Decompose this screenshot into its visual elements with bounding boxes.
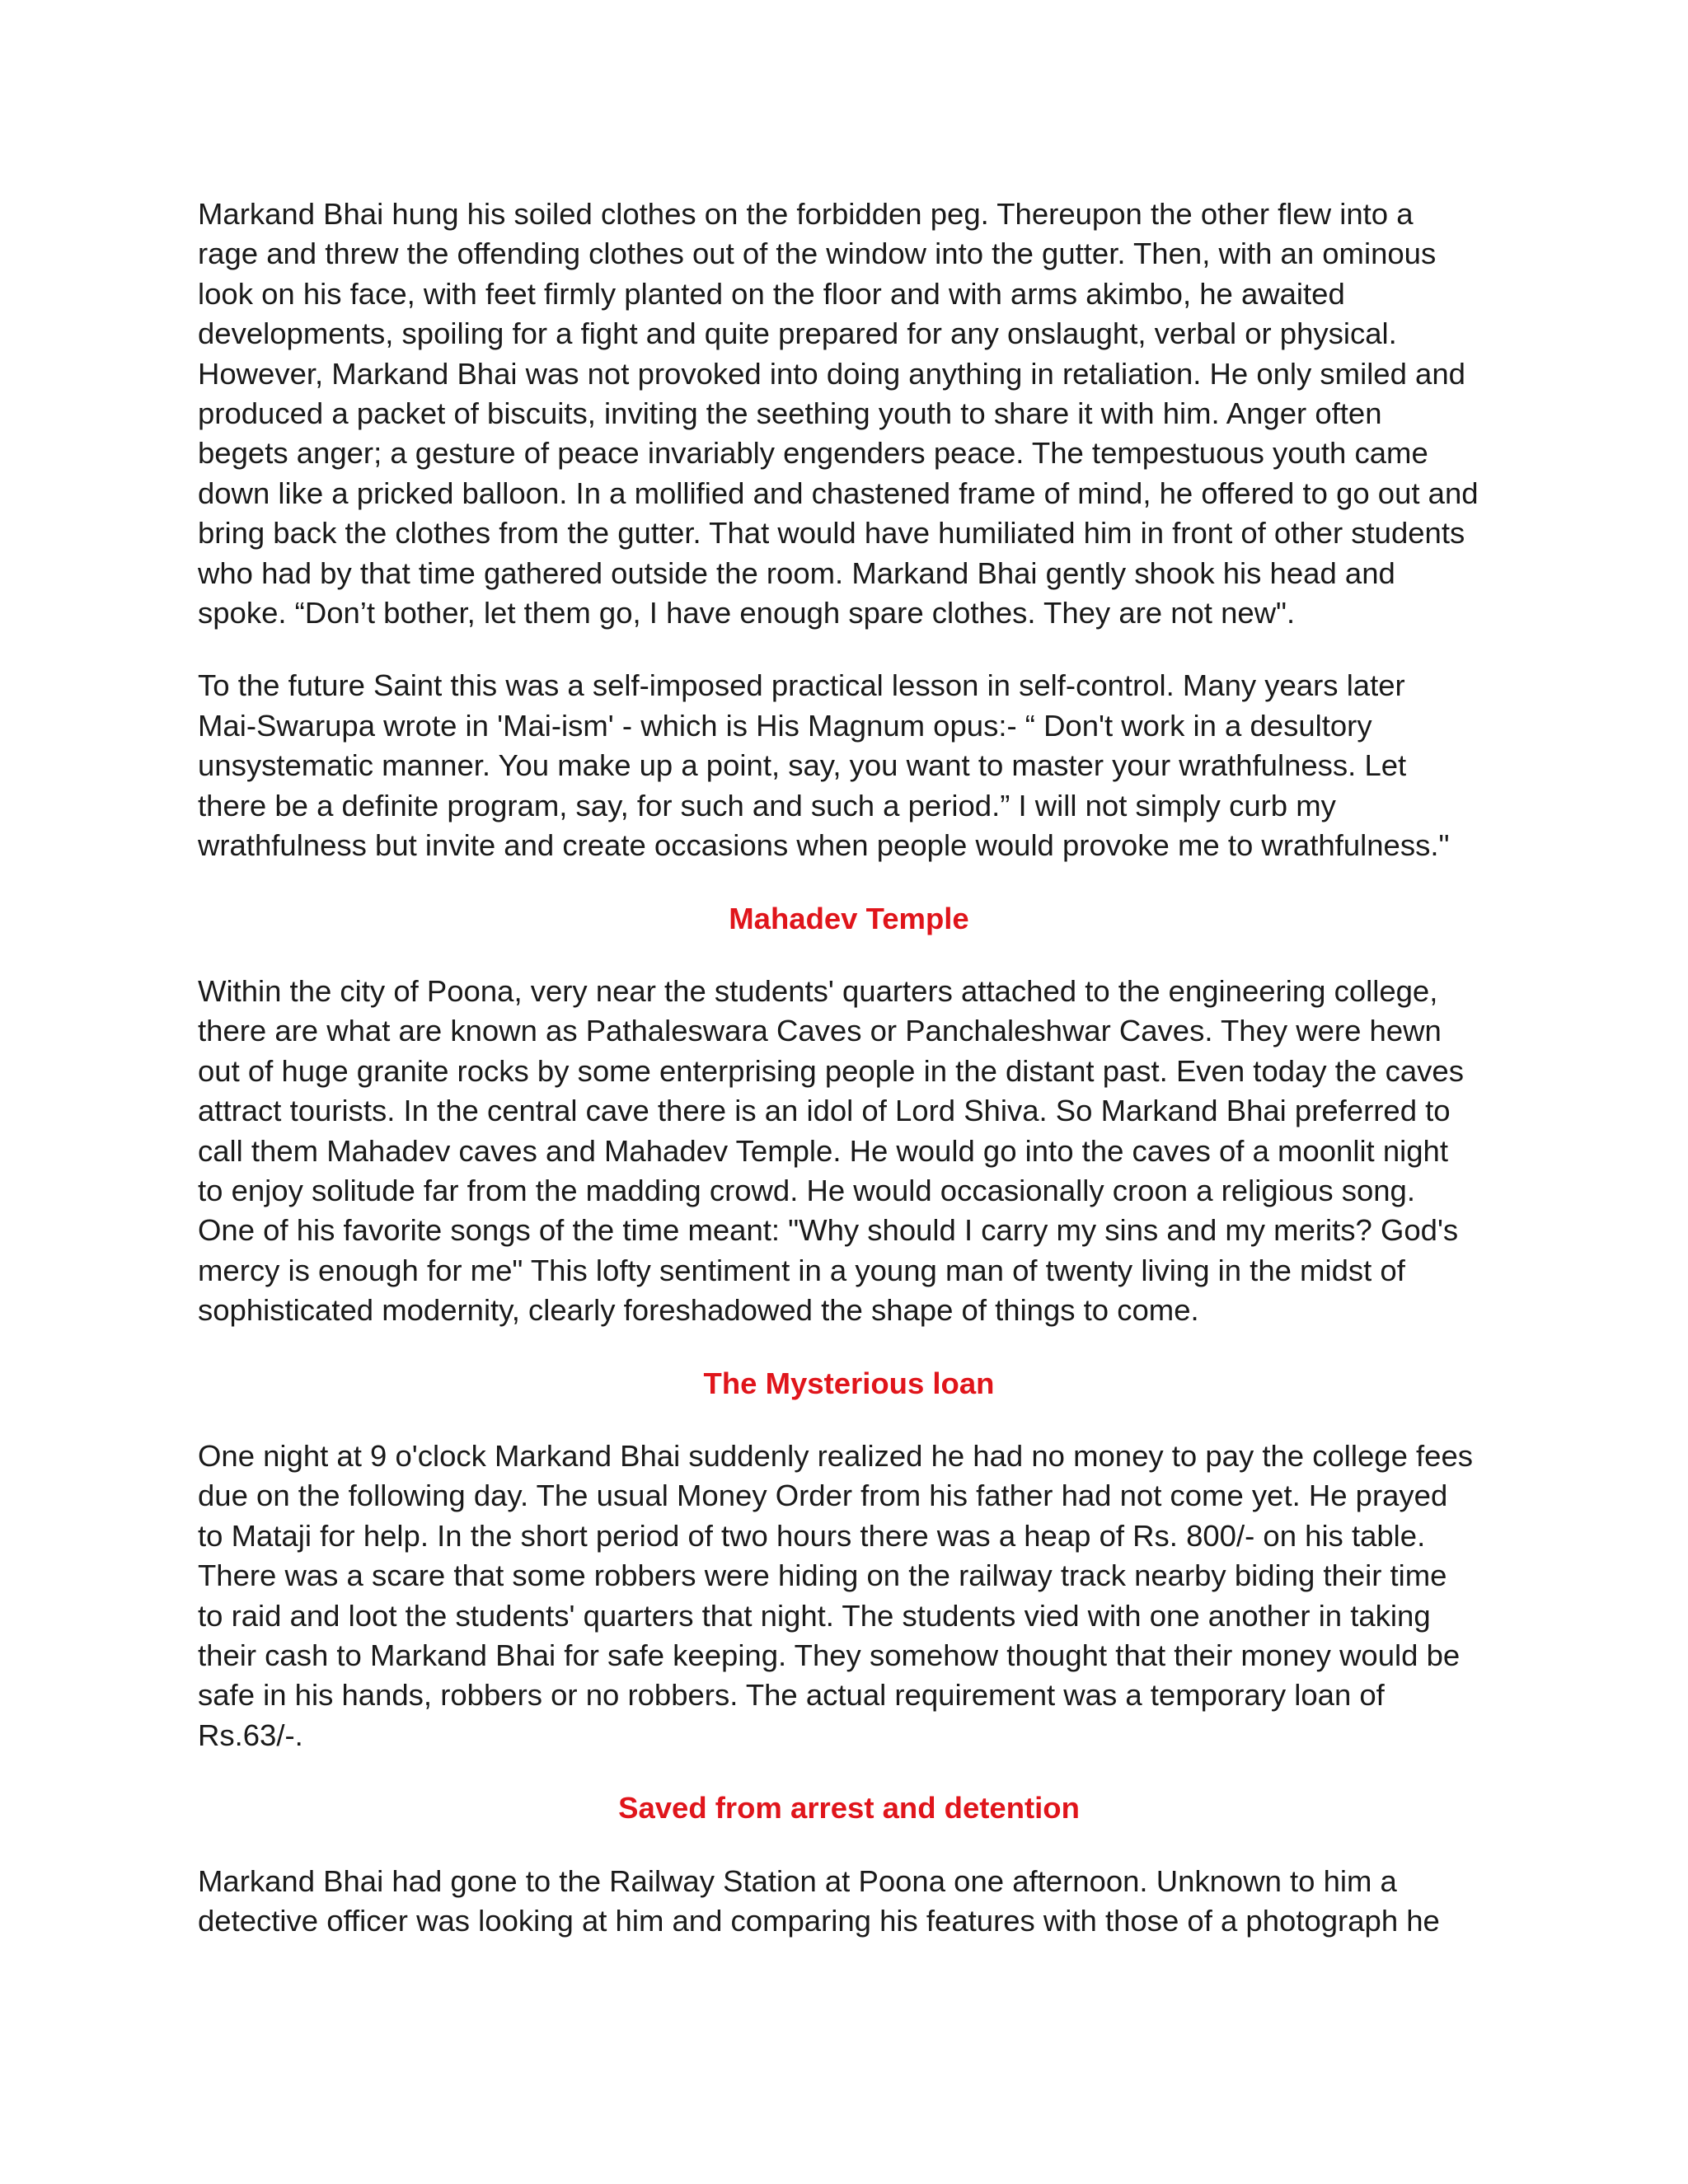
paragraph-mahadev-caves: Within the city of Poona, very near the students' quarters attached to the engineering college, there are what are known as Pathaleswara Caves or Panchaleshwar Caves. They were hewn out of huge granite rocks by some enterprising people in the distant past. Even today the caves attract tourists. In the central cave there is an idol of Lord Shiva. So Markand Bhai preferred to call them Mahadev caves and Mahadev Temple. He would go into the caves of a moonlit night to enjoy solitude far from the madding crowd. He would occasionally croon a religious song. One of his favorite songs of the time meant: "Why should I carry my sins and my merits? God's mercy is enough for me" This lofty sentiment in a young man of twenty living in the midst of sophisticated modernity, clearly foreshadowed the shape of things to come.: [198, 973, 1464, 1328]
heading-mahadev-temple: Mahadev Temple: [729, 901, 969, 935]
paragraph-mysterious-loan: One night at 9 o'clock Markand Bhai suddenly realized he had no money to pay the college fees due on the following day. The usual Money Order from his father had not come yet. He prayed to Mataji for help. In the short period of two hours there was a heap of Rs. 800/- on his table. There was a scare that some robbers were hiding on the railway track nearby biding their time to raid and loot the students' quarters that night. The students vied with one another in taking their cash to Markand Bhai for safe keeping. They somehow thought that their money would be safe in his hands, robbers or no robbers. The actual requirement was a temporary loan of Rs.63/-.: [198, 1438, 1474, 1752]
paragraph-markand-clothes: Markand Bhai hung his soiled clothes on the forbidden peg. Thereupon the other flew into a rage and threw the offending clothes out of the window into the gutter. Then, with an ominous look on his face, with feet firmly planted on the floor and with arms akimbo, he awaited developments, spoiling for a fight and quite prepared for any onslaught, verbal or physical. However, Markand Bhai was not provoked into doing anything in retaliation. He only smiled and produced a packet of biscuits, inviting the seething youth to share it with him. Anger often begets anger; a gesture of peace invariably engenders peace. The tempestuous youth came down like a pricked balloon. In a mollified and chastened frame of mind, he offered to go out and bring back the clothes from the gutter. That would have humiliated him in front of other students who had by that time gathered outside the room. Markand Bhai gently shook his head and spoke. “Don’t bother, let them go, I have enough spare clothes. They are not new".: [198, 197, 1479, 630]
document-page: [198, 194, 1500, 1941]
paragraph-self-control: To the future Saint this was a self-imposed practical lesson in self-control. Many years later Mai-Swarupa wrote in 'Mai-ism' - which is His Magnum opus:- “ Don't work in a desultory unsystematic manner. You make up a point, say, you want to master your wrathfulness. Let there be a definite program, say, for such and such a period.” I will not simply curb my wrathfulness but invite and create occasions when people would provoke me to wrathfulness.": [198, 668, 1450, 863]
heading-mysterious-loan: The Mysterious loan: [703, 1366, 995, 1400]
heading-saved-from-arrest: Saved from arrest and detention: [618, 1791, 1080, 1825]
paragraph-railway-station: Markand Bhai had gone to the Railway Station at Poona one afternoon. Unknown to him a detective officer was looking at him and comparing his features with those of a photograph he: [198, 1863, 1440, 1938]
